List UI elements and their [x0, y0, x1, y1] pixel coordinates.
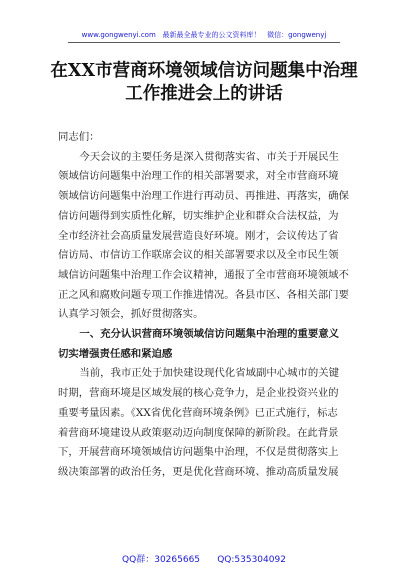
body-line: 域信访问题集中治理工作会议精神，通报了全市营商环境领域不	[58, 268, 349, 281]
header-site[interactable]: www.gongwenyi.com	[81, 31, 156, 39]
body-line: 信访问题得到实质性化解，切实维护企业和群众合法权益，为	[58, 209, 339, 222]
body-line: 全市经济社会高质量发展营造良好环境。刚才，会议传达了省	[58, 229, 339, 242]
body-line: 当前，我市正处于加快建设现代化省域副中心城市的关键	[79, 367, 340, 380]
header-slogan: 最新最全最专业的公文资料库！	[162, 31, 261, 39]
document-title-line-2: 工作推进会上的讲话	[125, 84, 283, 104]
header-wechat: 微信：gongwenyj	[267, 31, 327, 39]
body-line: 着营商环境建设从政策驱动迈向制度保障的新阶段。在此背景	[58, 426, 339, 439]
document-title-line-1: 在XX市营商环境领域信访问题集中治理	[50, 61, 358, 81]
body-line: 信访局、市信访工作联席会议的相关部署要求以及全市民生领	[58, 249, 339, 262]
footer-qq-group: QQ群：30265665	[122, 555, 201, 565]
footer-qq: QQ:535304092	[217, 555, 286, 565]
body-line: 一、充分认识营商环境领域信访问题集中治理的重要意义	[79, 328, 340, 341]
body-line: 时期，营商环境是区域发展的核心竞争力，是企业投资兴业的	[58, 387, 339, 400]
body-line: 同志们：	[58, 131, 100, 143]
body-line: 正之风和腐败问题专项工作推进情况。各县市区、各相关部门要	[58, 288, 349, 301]
page-header	[0, 31, 408, 40]
page-footer	[0, 552, 408, 565]
body-line: 今天会议的主要任务是深入贯彻落实省、市关于开展民生	[79, 150, 340, 163]
body-line: 切实增强责任感和紧迫感	[58, 347, 173, 360]
body-line: 认真学习领会，抓好贯彻落实。	[58, 308, 204, 321]
body-line: 下，开展营商环境领域信访问题集中治理，不仅是贯彻落实上	[58, 446, 339, 459]
header-divider	[68, 42, 340, 43]
body-line: 领域信访问题集中治理工作的相关部署要求，对全市营商环境	[58, 170, 339, 183]
body-line: 领域信访问题集中治理工作进行再动员、再推进、再落实，确保	[58, 190, 349, 203]
body-line: 重要考量因素。《XX省优化营商环境条例》已正式施行，标志	[58, 406, 338, 419]
document-body	[58, 128, 358, 483]
body-line: 级决策部署的政治任务，更是优化营商环境、推动高质量发展	[58, 465, 339, 478]
